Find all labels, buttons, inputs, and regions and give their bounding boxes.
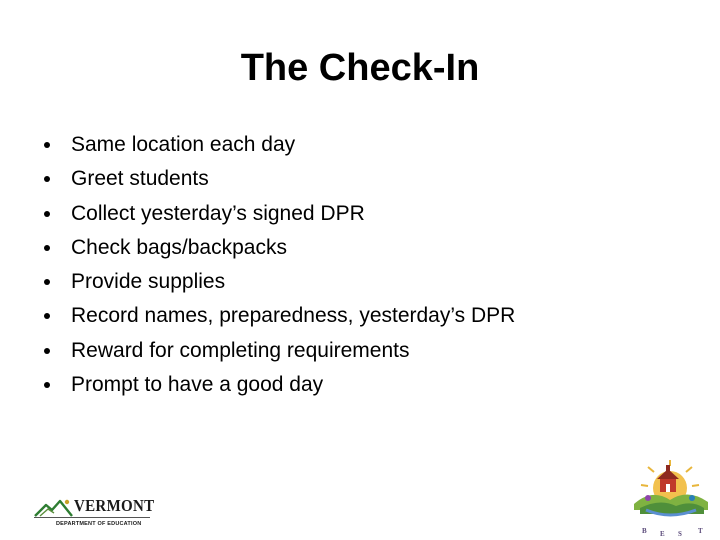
bullet-dot-icon: [44, 142, 50, 148]
bullet-dot-icon: [44, 348, 50, 354]
bullet-item: [44, 334, 664, 368]
bullet-item: [44, 265, 664, 299]
bullet-text: Prompt to have a good day: [71, 373, 324, 397]
best-logo: [626, 458, 714, 538]
bullet-dot-icon: [44, 245, 50, 251]
department-label: DEPARTMENT OF EDUCATION: [56, 521, 142, 527]
bullet-text: Greet students: [71, 167, 209, 191]
bullet-dot-icon: [44, 279, 50, 285]
best-letter-b: B: [642, 527, 647, 535]
bullet-text: Record names, preparedness, yesterday’s DPR: [71, 304, 516, 328]
schoolhouse-sun-icon: [626, 458, 714, 520]
bullet-text: Check bags/backpacks: [71, 235, 287, 259]
bullet-dot-icon: [44, 211, 50, 217]
bullet-text: Provide supplies: [71, 270, 226, 294]
best-letter-e: E: [660, 530, 665, 538]
bullet-text: Reward for completing requirements: [71, 338, 410, 362]
best-letter-t: T: [698, 527, 703, 535]
bullet-item: [44, 231, 664, 265]
bullet-item: [44, 128, 664, 162]
bullet-list: [44, 128, 664, 402]
best-letter-s: S: [678, 530, 682, 538]
bullet-text: Same location each day: [71, 133, 296, 156]
bullet-dot-icon: [44, 313, 50, 319]
bullet-item: [44, 197, 664, 231]
mountain-logo-icon: [34, 496, 78, 518]
bullet-item: [44, 368, 664, 402]
bullet-dot-icon: [44, 382, 50, 388]
vermont-doe-logo: [34, 496, 155, 532]
logo-divider: [34, 517, 150, 518]
bullet-text: Collect yesterday’s signed DPR: [71, 201, 365, 225]
vermont-wordmark: VERMONT: [74, 497, 155, 516]
bullet-item: [44, 299, 664, 333]
slide-title: The Check-In: [240, 47, 480, 89]
bullet-item: [44, 162, 664, 196]
bullet-dot-icon: [44, 176, 50, 182]
